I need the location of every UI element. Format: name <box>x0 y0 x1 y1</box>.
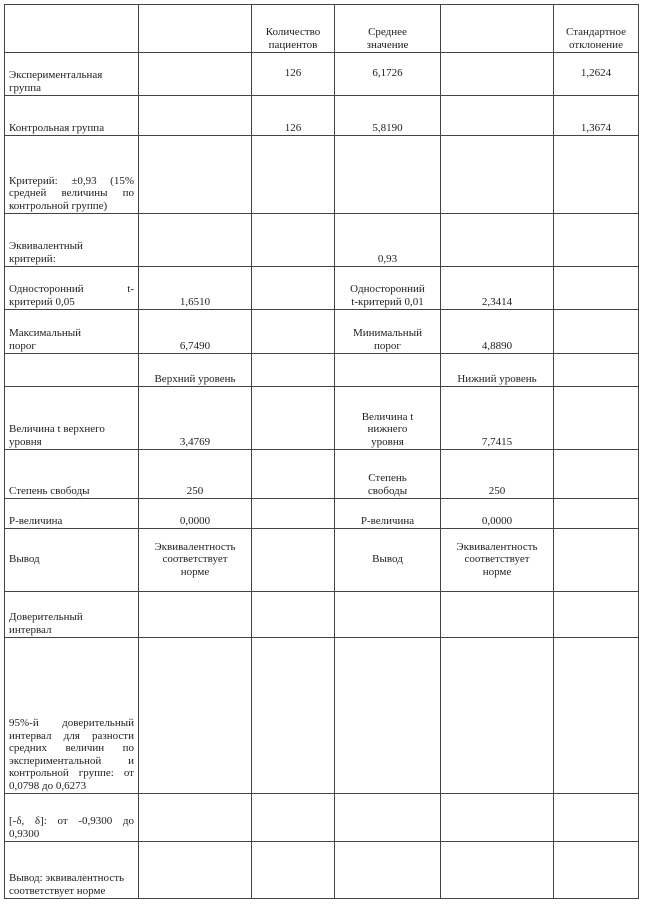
empty-cell <box>554 638 639 794</box>
confidence-label: Доверительный интервал <box>5 592 139 638</box>
empty-cell <box>554 450 639 499</box>
final-row <box>5 842 639 899</box>
delta-label: [-δ, δ]: от -0,9300 до 0,9300 <box>5 794 139 842</box>
dof-value-left: 250 <box>139 450 252 499</box>
confidence-row <box>5 592 639 638</box>
empty-cell <box>139 638 252 794</box>
ttest-label-right: Односторонний t-критерий 0,01 <box>335 267 441 310</box>
conclusion-value-right: Эквивалентность соответствует норме <box>441 529 554 592</box>
empty-cell <box>554 387 639 450</box>
empty-cell <box>441 794 554 842</box>
control-mean: 5,8190 <box>335 96 441 136</box>
ttest-value-right: 2,3414 <box>441 267 554 310</box>
empty-cell <box>252 794 335 842</box>
empty-cell <box>252 499 335 529</box>
empty-cell <box>335 842 441 899</box>
empty-cell <box>139 5 252 53</box>
tvalue-value-left: 3,4769 <box>139 387 252 450</box>
empty-cell <box>335 354 441 387</box>
threshold-value-left: 6,7490 <box>139 310 252 354</box>
ttest-label-left: Односторонний t-критерий 0,05 <box>5 267 139 310</box>
equivalent-value: 0,93 <box>335 214 441 267</box>
lower-level-label: Нижний уровень <box>441 354 554 387</box>
criterion-label: Критерий: ±0,93 (15% средней величины по контрольной группе) <box>5 136 139 214</box>
empty-cell <box>252 136 335 214</box>
empty-cell <box>139 842 252 899</box>
empty-cell <box>441 136 554 214</box>
empty-cell <box>252 354 335 387</box>
empty-cell <box>252 842 335 899</box>
conclusion-label-right: Вывод <box>335 529 441 592</box>
conclusion-value-left: Эквивалентность соответствует норме <box>139 529 252 592</box>
empty-cell <box>252 529 335 592</box>
empty-cell <box>139 592 252 638</box>
experimental-sd: 1,2624 <box>554 53 639 96</box>
empty-cell <box>441 592 554 638</box>
tvalue-label-left: Величина t верхнего уровня <box>5 387 139 450</box>
empty-cell <box>554 136 639 214</box>
ttest-value-left: 1,6510 <box>139 267 252 310</box>
final-label: Вывод: эквивалентность соответствует норме <box>5 842 139 899</box>
empty-cell <box>139 53 252 96</box>
ttest-row <box>5 267 639 310</box>
dof-value-right: 250 <box>441 450 554 499</box>
experimental-label: Экспериментальная группа <box>5 53 139 96</box>
threshold-label-right: Минимальный порог <box>335 310 441 354</box>
empty-cell <box>554 267 639 310</box>
empty-cell <box>335 592 441 638</box>
conclusion-row <box>5 529 639 592</box>
pvalue-value-right: 0,0000 <box>441 499 554 529</box>
threshold-row <box>5 310 639 354</box>
empty-cell <box>335 794 441 842</box>
ci95-label: 95%-й доверительный интервал для разности средних величин по экспериментальной и контрольной группе: от 0,0798 до 0,6273 <box>5 638 139 794</box>
empty-cell <box>554 842 639 899</box>
empty-cell <box>335 638 441 794</box>
empty-cell <box>252 387 335 450</box>
tvalue-row <box>5 387 639 450</box>
empty-cell <box>139 96 252 136</box>
control-label: Контрольная группа <box>5 96 139 136</box>
conclusion-label-left: Вывод <box>5 529 139 592</box>
pvalue-label-right: P-величина <box>335 499 441 529</box>
control-sd: 1,3674 <box>554 96 639 136</box>
header-sd: Стандартное отклонение <box>554 5 639 53</box>
empty-cell <box>252 638 335 794</box>
experimental-group-row <box>5 53 639 96</box>
empty-cell <box>5 5 139 53</box>
empty-cell <box>441 214 554 267</box>
ci95-row <box>5 638 639 794</box>
empty-cell <box>441 842 554 899</box>
empty-cell <box>554 214 639 267</box>
empty-cell <box>335 136 441 214</box>
dof-row <box>5 450 639 499</box>
upper-level-label: Верхний уровень <box>139 354 252 387</box>
header-count: Количество пациентов <box>252 5 335 53</box>
delta-row <box>5 794 639 842</box>
empty-cell <box>554 592 639 638</box>
empty-cell <box>252 592 335 638</box>
criterion-row <box>5 136 639 214</box>
empty-cell <box>5 354 139 387</box>
tvalue-label-right: Величина t нижнего уровня <box>335 387 441 450</box>
empty-cell <box>252 310 335 354</box>
empty-cell <box>554 354 639 387</box>
empty-cell <box>252 267 335 310</box>
empty-cell <box>554 529 639 592</box>
dof-label-right: Степень свободы <box>335 450 441 499</box>
equivalent-criterion-row <box>5 214 639 267</box>
levels-row <box>5 354 639 387</box>
pvalue-label-left: P-величина <box>5 499 139 529</box>
empty-cell <box>139 214 252 267</box>
empty-cell <box>139 794 252 842</box>
control-group-row <box>5 96 639 136</box>
control-count: 126 <box>252 96 335 136</box>
tvalue-value-right: 7,7415 <box>441 387 554 450</box>
empty-cell <box>252 214 335 267</box>
equivalence-test-table <box>4 4 639 899</box>
experimental-count: 126 <box>252 53 335 96</box>
pvalue-value-left: 0,0000 <box>139 499 252 529</box>
threshold-value-right: 4,8890 <box>441 310 554 354</box>
empty-cell <box>139 136 252 214</box>
experimental-mean: 6,1726 <box>335 53 441 96</box>
empty-cell <box>554 794 639 842</box>
pvalue-row <box>5 499 639 529</box>
empty-cell <box>554 499 639 529</box>
empty-cell <box>441 53 554 96</box>
empty-cell <box>252 450 335 499</box>
equivalent-label: Эквивалентный критерий: <box>5 214 139 267</box>
empty-cell <box>441 638 554 794</box>
empty-cell <box>441 96 554 136</box>
empty-cell <box>441 5 554 53</box>
empty-cell <box>554 310 639 354</box>
header-mean: Среднее значение <box>335 5 441 53</box>
threshold-label-left: Максимальный порог <box>5 310 139 354</box>
dof-label-left: Степень свободы <box>5 450 139 499</box>
header-row <box>5 5 639 53</box>
